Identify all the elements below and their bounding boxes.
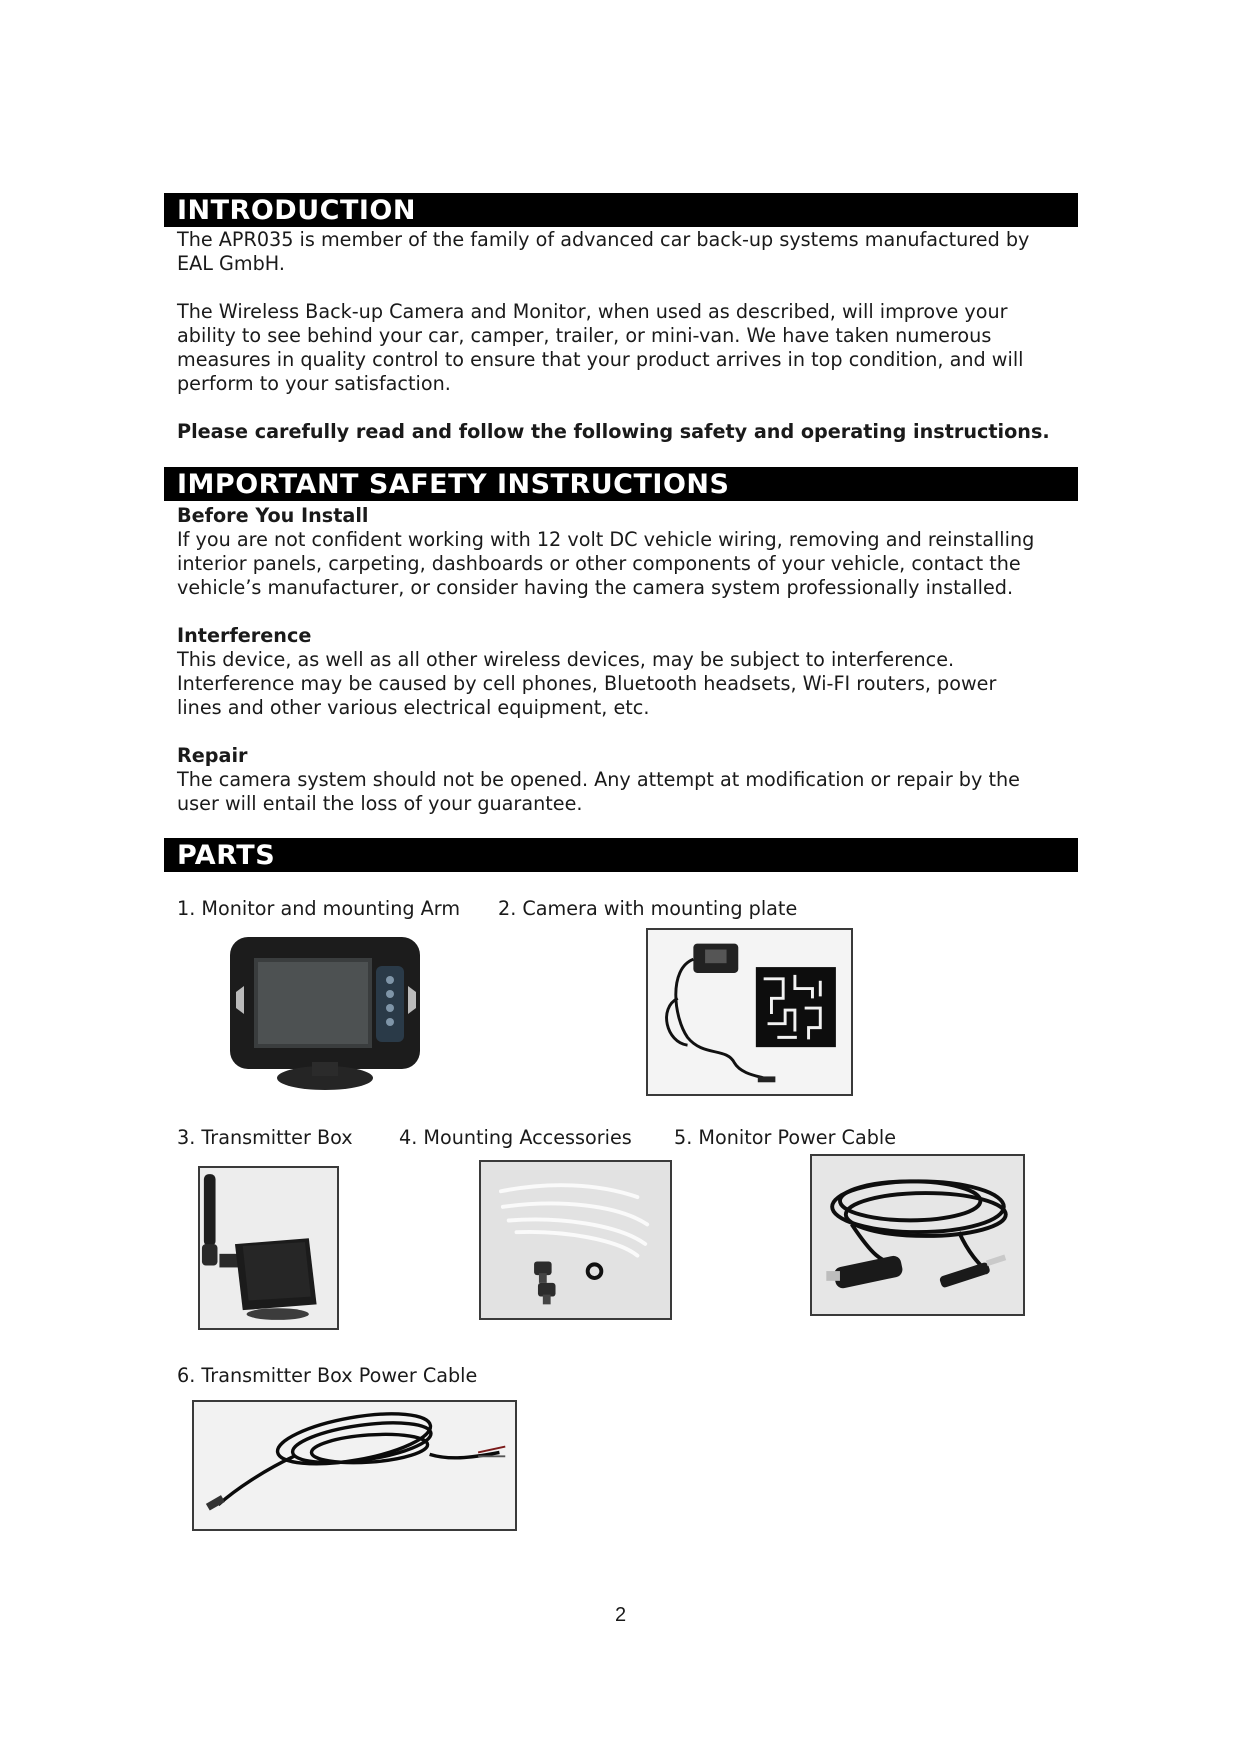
- page-number: 2: [614, 1604, 627, 1626]
- repair-line-2: user will entail the loss of your guarantee.: [177, 792, 583, 815]
- section-heading-parts: PARTS: [164, 838, 1078, 872]
- interference-line-1: This device, as well as all other wireless devices, may be subject to interference.: [177, 648, 955, 671]
- before-install-line-3: vehicle’s manufacturer, or consider having the camera system professionally installed.: [177, 576, 1014, 599]
- interference-line-3: lines and other various electrical equipment, etc.: [177, 696, 650, 719]
- section-heading-introduction: INTRODUCTION: [164, 193, 1078, 227]
- part-label-5: 5. Monitor Power Cable: [674, 1126, 897, 1149]
- part-label-2: 2. Camera with mounting plate: [498, 897, 798, 920]
- section-heading-safety: IMPORTANT SAFETY INSTRUCTIONS: [164, 467, 1078, 501]
- intro-paragraph-1-line-2: EAL GmbH.: [177, 252, 285, 275]
- accessories-photo: [479, 1160, 672, 1320]
- intro-paragraph-2-line-2: ability to see behind your car, camper, trailer, or mini-van. We have taken numerous: [177, 324, 992, 347]
- transmitter-cable-photo: [192, 1400, 517, 1531]
- part-label-6: 6. Transmitter Box Power Cable: [177, 1364, 478, 1387]
- monitor-photo: [220, 932, 430, 1094]
- part-label-4: 4. Mounting Accessories: [399, 1126, 632, 1149]
- before-install-line-2: interior panels, carpeting, dashboards or other components of your vehicle, contact the: [177, 552, 1021, 575]
- before-install-line-1: If you are not confident working with 12 volt DC vehicle wiring, removing and reinstalling: [177, 528, 1035, 551]
- camera-photo: [646, 928, 853, 1096]
- before-install-title: Before You Install: [177, 504, 369, 527]
- intro-paragraph-2-line-1: The Wireless Back-up Camera and Monitor, when used as described, will improve your: [177, 300, 1008, 323]
- transmitter-photo: [198, 1166, 339, 1330]
- repair-line-1: The camera system should not be opened. Any attempt at modification or repair by the: [177, 768, 1020, 791]
- intro-paragraph-2-line-4: perform to your satisfaction.: [177, 372, 451, 395]
- power-cable-photo: [810, 1154, 1025, 1316]
- part-label-1: 1. Monitor and mounting Arm: [177, 897, 461, 920]
- intro-paragraph-1-line-1: The APR035 is member of the family of advanced car back-up systems manufactured by: [177, 228, 1030, 251]
- interference-line-2: Interference may be caused by cell phones, Bluetooth headsets, Wi-FI routers, power: [177, 672, 997, 695]
- intro-notice: Please carefully read and follow the following safety and operating instructions.: [177, 420, 1050, 443]
- repair-title: Repair: [177, 744, 248, 767]
- part-label-3: 3. Transmitter Box: [177, 1126, 353, 1149]
- intro-paragraph-2-line-3: measures in quality control to ensure that your product arrives in top condition, and will: [177, 348, 1024, 371]
- interference-title: Interference: [177, 624, 312, 647]
